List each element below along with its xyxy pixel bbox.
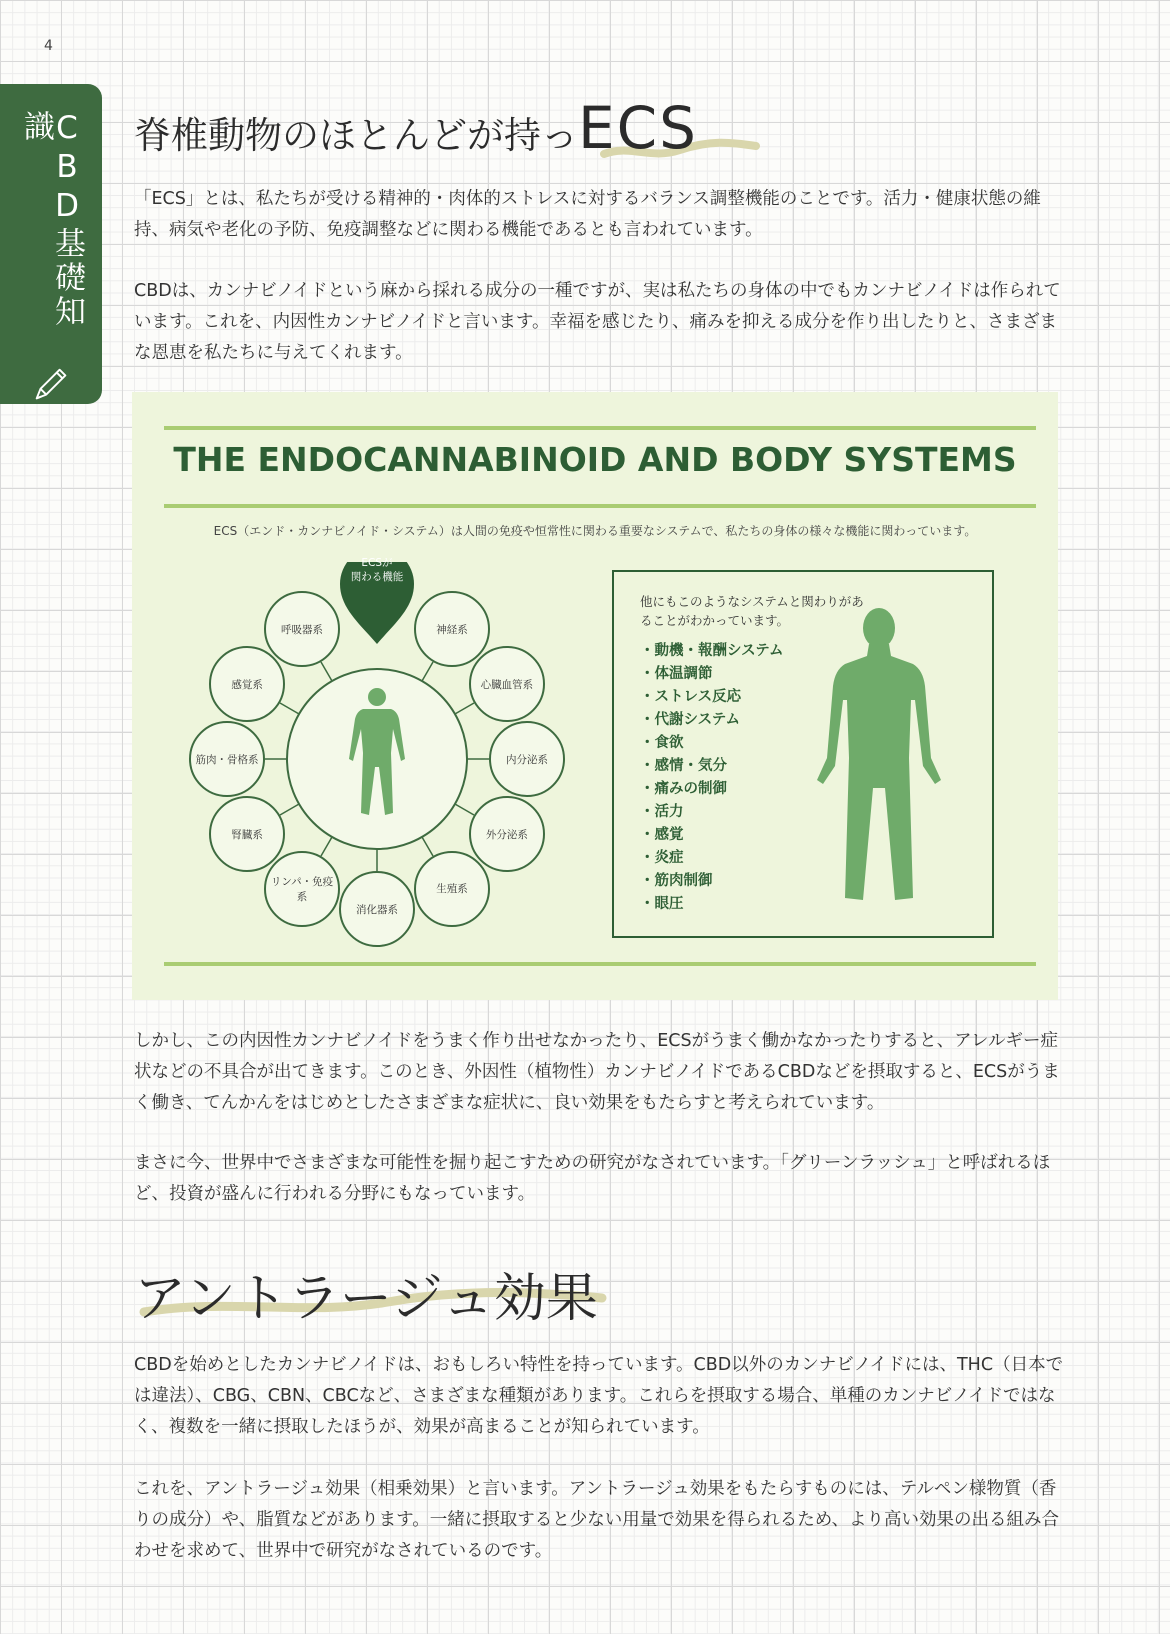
infographic-caption: ECS（エンド・カンナビノイド・システム）は人間の免疫や恒常性に関わる重要なシステムで、私たちの身体の様々な機能に関わっています。 [213,524,977,538]
large-body-figure [814,600,944,910]
system-node: 内分泌系 [489,721,565,797]
system-connector [280,703,299,714]
system-connector [280,804,299,815]
related-system-item: ・筋肉制御 [640,873,713,889]
ecs-pin-label: ECSが 関わる機能 [350,557,404,583]
related-system-item: ・代謝システム [640,712,741,728]
section2-paragraph-1: CBDを始めとしたカンナビノイドは、おもしろい特性を持っています。CBD以外のカンナビノイドには、THC（日本では違法）、CBG、CBN、CBCなど、さまざまな種類があります。これらを摂取する場合、単種のカンナビノイドではなく、複数を一緒に摂取したほうが、効果が高まることが知られています。 [134,1355,1064,1437]
related-system-item: ・動機・報酬システム [640,643,784,659]
system-node: 筋肉・骨格系 [189,721,265,797]
section2-paragraph-2: これを、アントラージュ効果（相乗効果）と言います。アントラージュ効果をもたらすものには、テルペン様物質（香りの成分）や、脂質などがあります。一緒に摂取すると少ない用量で効果を得られるため、より高い効果の出る組み合わせを求めて、世界中で研究がなされているのです。 [134,1479,1060,1561]
section1-paragraph-2: CBDは、カンナビノイドという麻から採れる成分の一種ですが、実は私たちの身体の中でもカンナビノイドは作られています。これを、内因性カンナビノイドと言います。幸福を感じたり、痛みを抑える成分を作り出したりと、さまざまな恩恵を私たちに与えてくれます。 [134,281,1061,363]
system-connector [422,662,433,681]
related-system-item: ・体温調節 [640,666,713,682]
related-systems-box [612,570,994,938]
section1-heading-ecs: ECS [578,94,698,162]
infographic-title: THE ENDOCANNABINOID AND BODY SYSTEMS [173,440,1017,479]
side-tab [0,84,102,404]
related-system-item: ・感情・気分 [640,758,727,774]
section2-heading: アントラージュ効果 [134,1269,598,1329]
system-node: 神経系 [414,591,490,667]
related-systems-intro: 他にもこのようなシステムと関わりがあることがわかっています。 [640,594,864,628]
system-node: 消化器系 [339,871,415,947]
infographic-top-rule [164,426,1036,430]
section1-paragraph-4: まさに今、世界中でさまざまな可能性を掘り起こすための研究がなされています。「グリーンラッシュ」と呼ばれるほど、投資が盛んに行われる分野にもなっています。 [134,1153,1051,1204]
ecs-infographic [132,392,1058,1000]
system-node: 外分泌系 [469,796,545,872]
system-node: リンパ・免疫系 [264,851,340,927]
system-connector [321,662,332,681]
system-connector [455,804,474,815]
system-node: 心臓血管系 [469,646,545,722]
infographic-title-rule [164,504,1036,508]
related-system-item: ・感覚 [640,827,684,843]
infographic-bottom-rule [164,962,1036,966]
side-tab-label: CBD基礎知識 [18,110,85,329]
related-system-item: ・ストレス反応 [640,689,742,705]
system-connector [321,837,332,856]
system-node: 腎臓系 [209,796,285,872]
section1-heading [134,94,698,162]
page-number: 4 [44,38,53,54]
system-connector [455,703,474,714]
section1-paragraph-1: 「ECS」とは、私たちが受ける精神的・肉体的ストレスに対するバランス調整機能のことです。活力・健康状態の維持、病気や老化の予防、免疫調整などに関わる機能であるとも言われています。 [134,189,1041,240]
pencil-icon [30,364,72,404]
section1-heading-prefix: 脊椎動物のほとんどが持っ [134,114,578,157]
system-node: 呼吸器系 [264,591,340,667]
related-systems-list [640,640,784,916]
system-node: 生殖系 [414,851,490,927]
related-system-item: ・炎症 [640,850,684,866]
related-system-item: ・眼圧 [640,896,684,912]
related-system-item: ・活力 [640,804,684,820]
section1-paragraph-3: しかし、この内因性カンナビノイドをうまく作り出せなかったり、ECSがうまく働かなかったりすると、アレルギー症状などの不具合が出てきます。このとき、外因性（植物性）カンナビノイドであるCBDなどを摂取すると、ECSがうまく働き、てんかんをはじめとしたさまざまな症状に、良い効果をもたらすと考えられています。 [134,1031,1060,1113]
system-node: 感覚系 [209,646,285,722]
system-connector [422,837,433,856]
body-systems-diagram [188,557,568,952]
related-system-item: ・痛みの制御 [640,781,727,797]
related-system-item: ・食欲 [640,735,684,751]
